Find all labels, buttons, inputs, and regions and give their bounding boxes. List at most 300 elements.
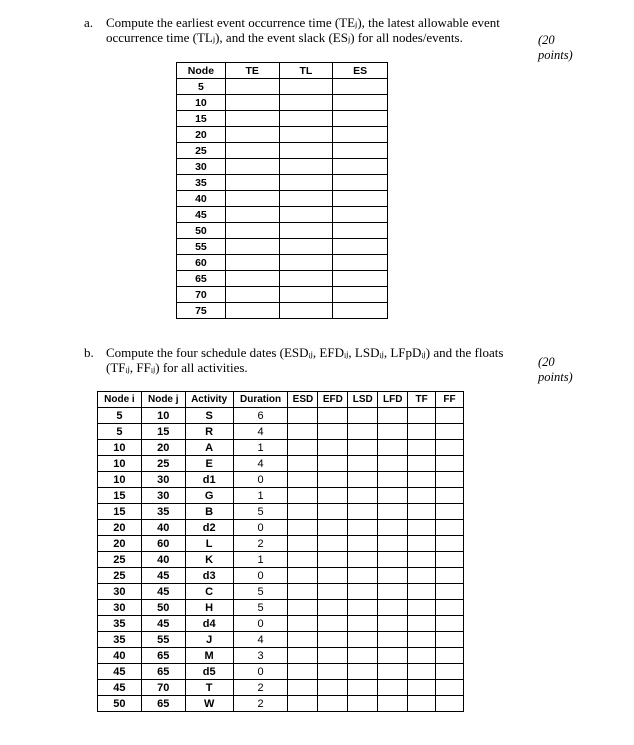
table-b-empty-cell xyxy=(288,440,318,456)
table-a-empty-cell xyxy=(225,207,279,223)
table-b-empty-cell xyxy=(408,504,436,520)
table-a-empty-cell xyxy=(333,143,388,159)
table-a-empty-cell xyxy=(225,271,279,287)
table-b-empty-cell xyxy=(348,456,378,472)
table-b-empty-cell xyxy=(408,456,436,472)
table-a-row xyxy=(177,207,388,223)
table-a-empty-cell xyxy=(279,271,333,287)
table-a-empty-cell xyxy=(225,303,279,319)
node-j-cell: 30 xyxy=(141,472,185,488)
table-a-empty-cell xyxy=(333,127,388,143)
question-a-line2: occurrence time (TLⱼ), and the event slack (ESⱼ) for all nodes/events. xyxy=(106,30,463,45)
question-a xyxy=(84,15,524,47)
node-i-cell: 40 xyxy=(98,648,142,664)
node-i-cell: 25 xyxy=(98,568,142,584)
table-a-header-cell: TL xyxy=(279,63,333,79)
node-i-cell: 15 xyxy=(98,504,142,520)
table-b-empty-cell xyxy=(378,680,408,696)
duration-cell: 2 xyxy=(233,680,288,696)
table-b-empty-cell xyxy=(348,696,378,712)
table-a-node-cell: 40 xyxy=(177,191,226,207)
table-b-empty-cell xyxy=(378,600,408,616)
table-b-empty-cell xyxy=(408,536,436,552)
table-b-empty-cell xyxy=(408,472,436,488)
table-b-header-cell: FF xyxy=(436,392,464,408)
table-a-row xyxy=(177,271,388,287)
table-b-empty-cell xyxy=(436,664,464,680)
table-a-empty-cell xyxy=(279,127,333,143)
node-i-cell: 35 xyxy=(98,616,142,632)
table-b-empty-cell xyxy=(288,600,318,616)
table-b-row xyxy=(98,440,464,456)
table-a-node-cell: 20 xyxy=(177,127,226,143)
table-b-empty-cell xyxy=(408,584,436,600)
node-i-cell: 5 xyxy=(98,408,142,424)
table-b-empty-cell xyxy=(288,680,318,696)
duration-cell: 1 xyxy=(233,552,288,568)
table-b-empty-cell xyxy=(348,408,378,424)
table-b-empty-cell xyxy=(318,632,348,648)
table-b-empty-cell xyxy=(436,552,464,568)
table-a-empty-cell xyxy=(225,95,279,111)
table-a-row xyxy=(177,303,388,319)
node-i-cell: 35 xyxy=(98,632,142,648)
table-a-empty-cell xyxy=(225,143,279,159)
table-b-header-cell: LSD xyxy=(348,392,378,408)
table-b-row xyxy=(98,456,464,472)
table-b-row xyxy=(98,408,464,424)
table-b-empty-cell xyxy=(318,616,348,632)
table-b-empty-cell xyxy=(318,696,348,712)
table-a-empty-cell xyxy=(333,79,388,95)
table-a-node-cell: 25 xyxy=(177,143,226,159)
table-a-empty-cell xyxy=(279,111,333,127)
activity-cell: M xyxy=(185,648,233,664)
table-a-empty-cell xyxy=(225,287,279,303)
table-b-empty-cell xyxy=(288,568,318,584)
table-b-empty-cell xyxy=(348,664,378,680)
table-b-empty-cell xyxy=(378,568,408,584)
table-b-empty-cell xyxy=(318,408,348,424)
table-b-row xyxy=(98,552,464,568)
node-i-cell: 10 xyxy=(98,440,142,456)
activity-cell: K xyxy=(185,552,233,568)
table-b-empty-cell xyxy=(288,696,318,712)
activity-cell: d1 xyxy=(185,472,233,488)
table-a-row xyxy=(177,127,388,143)
table-a-empty-cell xyxy=(279,223,333,239)
duration-cell: 4 xyxy=(233,424,288,440)
duration-cell: 1 xyxy=(233,440,288,456)
table-b-empty-cell xyxy=(408,488,436,504)
table-b-empty-cell xyxy=(436,680,464,696)
table-b-empty-cell xyxy=(348,632,378,648)
table-b-empty-cell xyxy=(378,440,408,456)
table-b-empty-cell xyxy=(436,504,464,520)
activity-cell: T xyxy=(185,680,233,696)
table-a-header-row xyxy=(177,63,388,79)
node-i-cell: 25 xyxy=(98,552,142,568)
table-b-empty-cell xyxy=(436,440,464,456)
table-b-empty-cell xyxy=(408,440,436,456)
table-b-empty-cell xyxy=(318,584,348,600)
node-j-cell: 25 xyxy=(141,456,185,472)
duration-cell: 3 xyxy=(233,648,288,664)
table-b-empty-cell xyxy=(288,472,318,488)
table-b-row xyxy=(98,504,464,520)
table-b-header-cell: Activity xyxy=(185,392,233,408)
table-b-empty-cell xyxy=(408,680,436,696)
activity-cell: W xyxy=(185,696,233,712)
duration-cell: 0 xyxy=(233,520,288,536)
table-b-empty-cell xyxy=(436,648,464,664)
table-a-empty-cell xyxy=(333,175,388,191)
table-a-row xyxy=(177,239,388,255)
table-b-empty-cell xyxy=(348,680,378,696)
table-a-empty-cell xyxy=(333,287,388,303)
node-i-cell: 10 xyxy=(98,472,142,488)
node-i-cell: 5 xyxy=(98,424,142,440)
table-b-row xyxy=(98,472,464,488)
table-a-empty-cell xyxy=(333,271,388,287)
node-i-cell: 45 xyxy=(98,680,142,696)
table-b-empty-cell xyxy=(318,680,348,696)
table-b-empty-cell xyxy=(318,664,348,680)
table-b-row xyxy=(98,664,464,680)
node-j-cell: 55 xyxy=(141,632,185,648)
question-b-label: b. xyxy=(84,345,94,360)
node-j-cell: 40 xyxy=(141,552,185,568)
table-b-header-cell: LFD xyxy=(378,392,408,408)
activity-cell: L xyxy=(185,536,233,552)
table-a-empty-cell xyxy=(279,287,333,303)
table-b-empty-cell xyxy=(378,488,408,504)
activity-cell: C xyxy=(185,584,233,600)
table-b-empty-cell xyxy=(318,440,348,456)
table-a-node-cell: 15 xyxy=(177,111,226,127)
table-b-empty-cell xyxy=(288,616,318,632)
table-a-empty-cell xyxy=(333,95,388,111)
node-j-cell: 45 xyxy=(141,616,185,632)
duration-cell: 2 xyxy=(233,536,288,552)
question-a-label: a. xyxy=(84,15,94,30)
table-a-empty-cell xyxy=(225,223,279,239)
table-b-row xyxy=(98,680,464,696)
table-a-header-cell: TE xyxy=(225,63,279,79)
table-a-node-cell: 10 xyxy=(177,95,226,111)
node-j-cell: 15 xyxy=(141,424,185,440)
table-b-empty-cell xyxy=(318,488,348,504)
table-a-empty-cell xyxy=(279,239,333,255)
table-b-empty-cell xyxy=(318,648,348,664)
table-b-empty-cell xyxy=(378,536,408,552)
activity-cell: A xyxy=(185,440,233,456)
node-j-cell: 30 xyxy=(141,488,185,504)
points-a-unit: points) xyxy=(538,48,573,62)
table-a-empty-cell xyxy=(225,159,279,175)
table-b-empty-cell xyxy=(378,552,408,568)
table-b-empty-cell xyxy=(318,456,348,472)
event-times-table xyxy=(176,62,388,319)
node-i-cell: 50 xyxy=(98,696,142,712)
activity-cell: J xyxy=(185,632,233,648)
table-a-empty-cell xyxy=(225,127,279,143)
table-b-empty-cell xyxy=(378,520,408,536)
question-a-line1: Compute the earliest event occurrence time (TEⱼ), the latest allowable event xyxy=(106,15,500,30)
table-a-node-cell: 60 xyxy=(177,255,226,271)
node-j-cell: 40 xyxy=(141,520,185,536)
table-b-empty-cell xyxy=(436,520,464,536)
table-b-empty-cell xyxy=(436,616,464,632)
table-b-empty-cell xyxy=(408,616,436,632)
table-a-empty-cell xyxy=(333,159,388,175)
table-a-empty-cell xyxy=(225,111,279,127)
table-b-empty-cell xyxy=(436,456,464,472)
table-b-empty-cell xyxy=(318,552,348,568)
table-b-empty-cell xyxy=(318,568,348,584)
table-b-row xyxy=(98,648,464,664)
node-j-cell: 35 xyxy=(141,504,185,520)
table-b-empty-cell xyxy=(378,616,408,632)
table-b-empty-cell xyxy=(348,552,378,568)
table-b-empty-cell xyxy=(288,520,318,536)
node-i-cell: 15 xyxy=(98,488,142,504)
table-a-empty-cell xyxy=(279,159,333,175)
duration-cell: 4 xyxy=(233,456,288,472)
table-b-empty-cell xyxy=(288,488,318,504)
table-b-empty-cell xyxy=(408,696,436,712)
table-a-empty-cell xyxy=(279,79,333,95)
table-a-empty-cell xyxy=(279,95,333,111)
activity-cell: B xyxy=(185,504,233,520)
table-a-row xyxy=(177,143,388,159)
table-a-empty-cell xyxy=(333,303,388,319)
question-b-line2: (TFᵢⱼ, FFᵢⱼ) for all activities. xyxy=(106,360,248,375)
table-b-empty-cell xyxy=(348,536,378,552)
table-a-row xyxy=(177,95,388,111)
table-a-empty-cell xyxy=(279,175,333,191)
table-b-empty-cell xyxy=(318,520,348,536)
table-b-empty-cell xyxy=(408,424,436,440)
table-b-header-row xyxy=(98,392,464,408)
question-b-points xyxy=(538,355,573,385)
table-b-empty-cell xyxy=(436,536,464,552)
duration-cell: 0 xyxy=(233,472,288,488)
table-b-empty-cell xyxy=(378,632,408,648)
node-j-cell: 10 xyxy=(141,408,185,424)
table-b-empty-cell xyxy=(378,408,408,424)
table-b-empty-cell xyxy=(348,568,378,584)
activity-cell: d4 xyxy=(185,616,233,632)
node-j-cell: 45 xyxy=(141,568,185,584)
table-b-empty-cell xyxy=(288,552,318,568)
table-a-row xyxy=(177,111,388,127)
node-i-cell: 20 xyxy=(98,536,142,552)
table-b-empty-cell xyxy=(348,472,378,488)
table-a-row xyxy=(177,159,388,175)
table-b-row xyxy=(98,600,464,616)
points-b-value: (20 xyxy=(538,355,555,369)
activity-schedule-table xyxy=(97,391,464,712)
table-b-empty-cell xyxy=(436,568,464,584)
table-b-empty-cell xyxy=(348,584,378,600)
table-b-empty-cell xyxy=(378,648,408,664)
activity-cell: d3 xyxy=(185,568,233,584)
table-a-empty-cell xyxy=(333,223,388,239)
points-b-unit: points) xyxy=(538,370,573,384)
duration-cell: 0 xyxy=(233,664,288,680)
table-b-empty-cell xyxy=(436,600,464,616)
table-a-empty-cell xyxy=(279,303,333,319)
table-b-empty-cell xyxy=(288,664,318,680)
table-a-empty-cell xyxy=(279,207,333,223)
table-b-empty-cell xyxy=(318,536,348,552)
table-b-empty-cell xyxy=(348,424,378,440)
table-a-node-cell: 45 xyxy=(177,207,226,223)
duration-cell: 5 xyxy=(233,504,288,520)
table-b-empty-cell xyxy=(408,632,436,648)
duration-cell: 4 xyxy=(233,632,288,648)
table-a-empty-cell xyxy=(225,79,279,95)
node-j-cell: 65 xyxy=(141,696,185,712)
table-a-row xyxy=(177,191,388,207)
table-b-empty-cell xyxy=(408,568,436,584)
question-b xyxy=(84,345,529,377)
table-b-empty-cell xyxy=(378,696,408,712)
duration-cell: 2 xyxy=(233,696,288,712)
question-a-points xyxy=(538,33,573,63)
table-b-empty-cell xyxy=(408,600,436,616)
table-b-header-cell: EFD xyxy=(318,392,348,408)
node-i-cell: 30 xyxy=(98,584,142,600)
table-a-node-cell: 50 xyxy=(177,223,226,239)
table-b-empty-cell xyxy=(348,520,378,536)
table-b-header-cell: TF xyxy=(408,392,436,408)
table-b-empty-cell xyxy=(436,488,464,504)
table-a-empty-cell xyxy=(333,111,388,127)
table-a-row xyxy=(177,175,388,191)
table-a-row xyxy=(177,79,388,95)
table-b-empty-cell xyxy=(288,632,318,648)
table-b-header-cell: Node i xyxy=(98,392,142,408)
table-b-empty-cell xyxy=(288,456,318,472)
duration-cell: 6 xyxy=(233,408,288,424)
duration-cell: 1 xyxy=(233,488,288,504)
table-b-empty-cell xyxy=(378,456,408,472)
table-b-row xyxy=(98,520,464,536)
table-b-empty-cell xyxy=(348,616,378,632)
table-a-node-cell: 65 xyxy=(177,271,226,287)
table-b-empty-cell xyxy=(408,520,436,536)
table-b-empty-cell xyxy=(288,408,318,424)
question-b-line1: Compute the four schedule dates (ESDᵢⱼ, EFDᵢⱼ, LSDᵢⱼ, LFpDᵢⱼ) and the floats xyxy=(106,345,504,360)
table-b-empty-cell xyxy=(348,440,378,456)
points-a-value: (20 xyxy=(538,33,555,47)
activity-cell: G xyxy=(185,488,233,504)
activity-cell: S xyxy=(185,408,233,424)
table-a-empty-cell xyxy=(333,191,388,207)
table-b-empty-cell xyxy=(436,424,464,440)
table-b-empty-cell xyxy=(348,488,378,504)
table-b-empty-cell xyxy=(288,648,318,664)
table-b-empty-cell xyxy=(408,408,436,424)
activity-cell: R xyxy=(185,424,233,440)
table-a-node-cell: 55 xyxy=(177,239,226,255)
table-b-empty-cell xyxy=(318,472,348,488)
table-b-empty-cell xyxy=(288,424,318,440)
table-b-row xyxy=(98,568,464,584)
table-b-empty-cell xyxy=(408,552,436,568)
table-a-node-cell: 30 xyxy=(177,159,226,175)
node-j-cell: 70 xyxy=(141,680,185,696)
table-b-row xyxy=(98,616,464,632)
table-a-header-cell: Node xyxy=(177,63,226,79)
table-a-node-cell: 5 xyxy=(177,79,226,95)
table-b-empty-cell xyxy=(408,664,436,680)
table-b-empty-cell xyxy=(348,504,378,520)
table-b-row xyxy=(98,424,464,440)
table-b-empty-cell xyxy=(378,504,408,520)
node-j-cell: 65 xyxy=(141,664,185,680)
table-a-row xyxy=(177,255,388,271)
table-a-row xyxy=(177,223,388,239)
activity-cell: H xyxy=(185,600,233,616)
table-a-empty-cell xyxy=(333,207,388,223)
table-b-empty-cell xyxy=(318,424,348,440)
table-a-empty-cell xyxy=(279,255,333,271)
table-b-empty-cell xyxy=(378,664,408,680)
duration-cell: 0 xyxy=(233,568,288,584)
table-a-node-cell: 35 xyxy=(177,175,226,191)
table-a-empty-cell xyxy=(225,191,279,207)
table-a-empty-cell xyxy=(225,239,279,255)
table-b-header-cell: Duration xyxy=(233,392,288,408)
table-b-row xyxy=(98,584,464,600)
table-b-empty-cell xyxy=(318,600,348,616)
table-b-empty-cell xyxy=(288,536,318,552)
table-b-row xyxy=(98,488,464,504)
table-a-row xyxy=(177,287,388,303)
node-i-cell: 45 xyxy=(98,664,142,680)
table-b-empty-cell xyxy=(436,584,464,600)
table-a-empty-cell xyxy=(279,143,333,159)
table-b-header-cell: ESD xyxy=(288,392,318,408)
node-j-cell: 60 xyxy=(141,536,185,552)
table-b-empty-cell xyxy=(378,584,408,600)
table-b-empty-cell xyxy=(348,600,378,616)
duration-cell: 5 xyxy=(233,584,288,600)
table-b-empty-cell xyxy=(436,632,464,648)
node-j-cell: 20 xyxy=(141,440,185,456)
table-a-empty-cell xyxy=(225,255,279,271)
table-a-empty-cell xyxy=(333,255,388,271)
activity-cell: d5 xyxy=(185,664,233,680)
table-b-empty-cell xyxy=(378,472,408,488)
node-i-cell: 10 xyxy=(98,456,142,472)
table-a-empty-cell xyxy=(225,175,279,191)
activity-cell: E xyxy=(185,456,233,472)
table-b-empty-cell xyxy=(348,648,378,664)
table-a-empty-cell xyxy=(279,191,333,207)
table-a-node-cell: 70 xyxy=(177,287,226,303)
table-b-empty-cell xyxy=(288,504,318,520)
node-j-cell: 45 xyxy=(141,584,185,600)
node-j-cell: 50 xyxy=(141,600,185,616)
table-b-row xyxy=(98,632,464,648)
table-b-empty-cell xyxy=(318,504,348,520)
table-a-header-cell: ES xyxy=(333,63,388,79)
node-i-cell: 20 xyxy=(98,520,142,536)
